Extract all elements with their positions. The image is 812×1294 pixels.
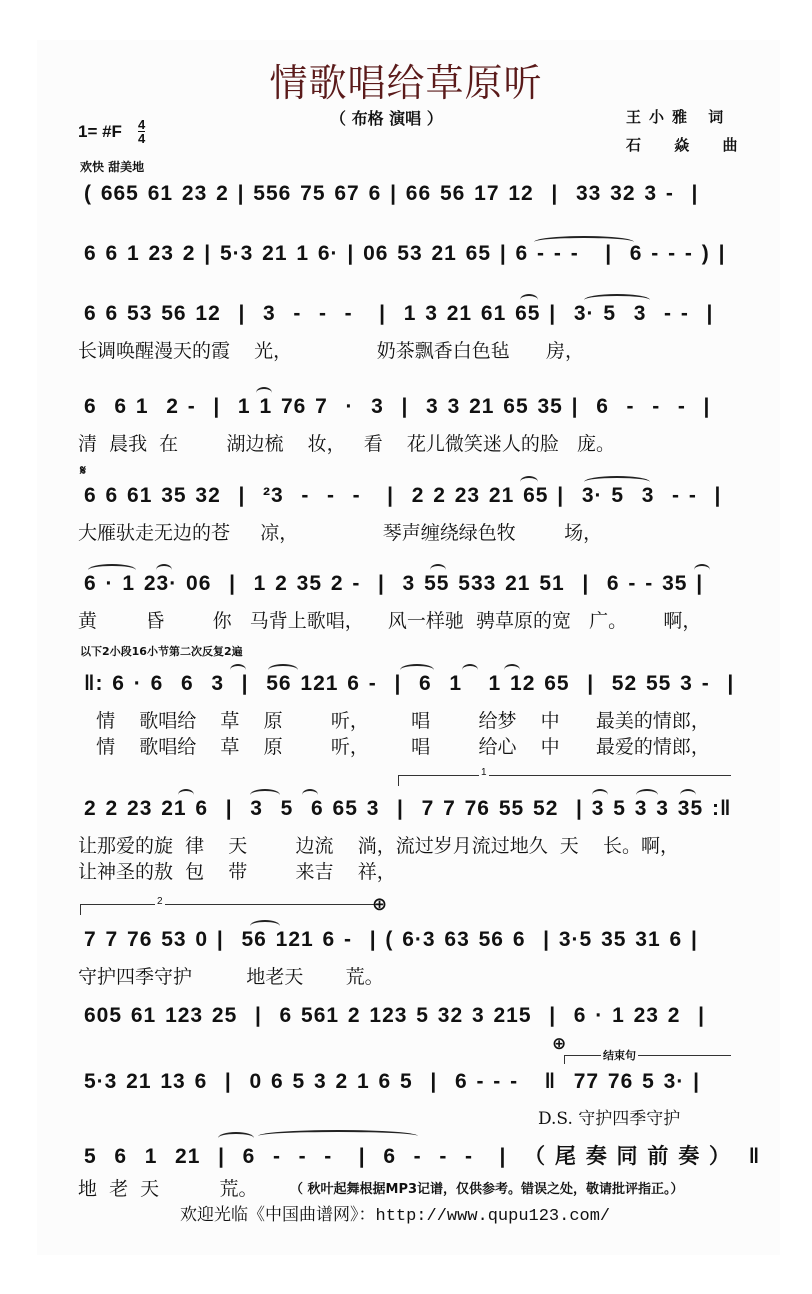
notation-line: 6 6 53 56 12 | 3 - - - | 1 3 21 61 65 | 3· 5 3 - - | (84, 302, 714, 325)
score-row-11 (84, 1070, 744, 1106)
notation-line: 5·3 21 13 6 | 0 6 5 3 2 1 6 5 | 6 - - - ‖ 77 76 5 3· | (84, 1070, 701, 1093)
notation-line: 2 2 23 21 6 | 3 5 6 65 3 | 7 7 76 55 52 | 3 5 3 3 35 :‖ (84, 797, 732, 820)
website-link[interactable]: http://www.qupu123.com/ (375, 1207, 611, 1226)
coda-icon: ⊕ (372, 894, 388, 914)
score-row-6 (78, 572, 744, 632)
volta-bracket-1 (398, 767, 731, 786)
score-row-2 (84, 242, 744, 278)
lyric-line: 大雁驮走无边的苍 凉， 琴声缠绕绿色牧 场， (78, 522, 603, 544)
key-signature (78, 117, 146, 146)
score-row-1 (84, 182, 744, 218)
lyric-line-verse-2: 让神圣的敖 包 带 来吉 祥， (78, 861, 396, 883)
transcription-disclaimer: （ 秋叶起舞根据MP3记谱，仅供参考。错误之处，敬请批评指正。） (290, 1182, 684, 1197)
volta-number: 1 (481, 767, 487, 778)
volta-bracket-2 (80, 896, 377, 915)
footer-welcome (180, 1200, 610, 1226)
volta-number: 2 (157, 896, 163, 907)
notation-line: ( 665 61 23 2 | 556 75 67 6 | 66 56 17 12 | 33 32 3 - | (84, 182, 699, 205)
composer-credit: 石 焱 曲 (626, 136, 752, 154)
segno-icon: 𝄋 (80, 462, 87, 478)
notation-line: 5 6 1 21 | 6 - - - | 6 - - - | （ 尾 奏 同 前 奏 ） ‖ (84, 1145, 761, 1168)
ending-label: 结束句 (601, 1047, 638, 1063)
notation-line: 7 7 76 53 0 | 56 121 6 - | ( 6·3 63 56 6 | 3·5 35 31 6 | (84, 928, 698, 951)
song-title: 情歌唱给草原听 (269, 61, 543, 105)
time-signature (138, 118, 145, 145)
lyric-line: 守护四季守护 地老天 荒。 (78, 966, 384, 988)
score-row-8 (78, 797, 744, 883)
lyricist-credit: 王小雅 词 (626, 108, 732, 126)
ds-instruction: D.S. 守护四季守护 (538, 1109, 681, 1129)
key-label: 1= #F (78, 122, 122, 141)
notation-line: 6 6 61 35 32 | ²3 - - - | 2 2 23 21 65 | 3· 5 3 - - | (84, 484, 722, 507)
welcome-text: 欢迎光临《中国曲谱网》： (180, 1205, 376, 1225)
notation-line: 605 61 123 25 | 6 561 2 123 5 32 3 215 | 6 · 1 23 2 | (84, 1004, 706, 1027)
notation-line: 6 6 1 23 2 | 5·3 21 1 6· | 06 53 21 65 | 6 - - - | 6 - - - ) | (84, 242, 726, 265)
lyric-line-verse-1: 情 歌唱给 草 原 听， 唱 给梦 中 最美的情郎， (78, 710, 710, 732)
notation-line: ‖: 6 · 6 6 3 | 56 121 6 - | 6 1 1 12 65 | 52 55 3 - | (84, 672, 735, 695)
coda-icon: ⊕ (552, 1034, 567, 1053)
score-row-10 (84, 1004, 744, 1040)
score-row-3 (78, 302, 744, 362)
ending-bracket (564, 1050, 731, 1064)
lyric-line-verse-2: 情 歌唱给 草 原 听， 唱 给心 中 最爱的情郎， (78, 736, 710, 758)
time-signature-top: 4 (138, 117, 146, 132)
score-row-9 (78, 928, 744, 988)
tempo-marking: 欢快 甜美地 (80, 160, 145, 174)
score-row-4 (78, 395, 744, 455)
lyric-line: 地 老 天 荒。 (78, 1178, 258, 1200)
repeat-instruction: 以下2小段16小节第二次反复2遍 (80, 645, 243, 658)
lyric-line: 黄 昏 你 马背上歌唱， 风一样驰 骋草原的宽 广。 啊， (78, 610, 702, 632)
score-row-5 (78, 484, 744, 544)
score-row-7 (78, 672, 744, 758)
notation-line: 6 · 1 23· 06 | 1 2 35 2 - | 3 55 533 21 51 | 6 - - 35 | (84, 572, 704, 595)
lyric-line: 长调唤醒漫天的霞 光， 奶茶飘香白色毡 房， (78, 340, 584, 362)
singer-credit: （ 布格 演唱 ） (330, 109, 443, 128)
time-signature-bottom: 4 (138, 131, 146, 146)
notation-line: 6 6 1 2 - | 1 1 76 7 · 3 | 3 3 21 65 35 | 6 - - - | (84, 395, 711, 418)
lyric-line: 清 晨我 在 湖边梳 妆， 看 花儿微笑迷人的脸 庞。 (78, 433, 616, 455)
lyric-line-verse-1: 让那爱的旋 律 天 边流 淌，流过岁月流过地久 天 长。啊， (78, 835, 679, 857)
